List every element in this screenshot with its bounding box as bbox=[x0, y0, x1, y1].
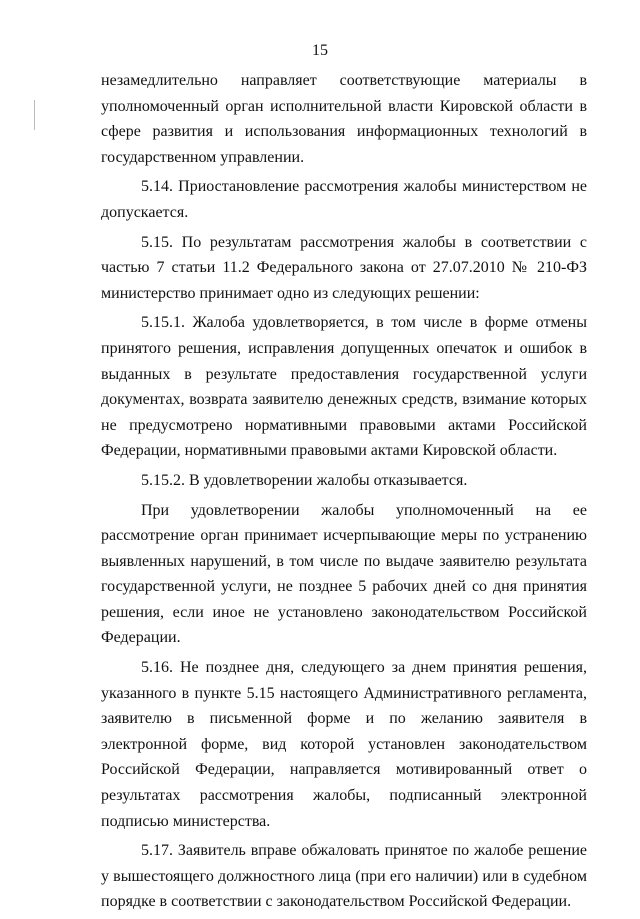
page-number: 15 bbox=[312, 42, 328, 59]
paragraph-5-14: 5.14. Приостановление рассмотрения жалобы министерством не допускается. bbox=[101, 178, 587, 221]
paragraph-5-16: 5.16. Не позднее дня, следующего за днем принятия решения, указанного в пункте 5.15 настоящего Административного регламента, заявителю в письменной форме и по желанию заявителя в электронной форме, вид которой установлен законодательством Российской Федерации, направляется мотивированный ответ о результатах рассмотрения жалобы, подписанный электронной подписью министерства. bbox=[101, 659, 587, 830]
paragraph-satisfaction-measures: При удовлетворении жалобы уполномоченный на ее рассмотрение орган принимает исчерпывающие меры по устранению выявленных нарушений, в том числе по выдаче заявителю результата государственной услуги, не позднее 5 рабочих дней со дня принятия решения, если иное не установлено законодательством Российской Федерации. bbox=[101, 501, 587, 647]
paragraph-5-15-2: 5.15.2. В удовлетворении жалобы отказывается. bbox=[141, 471, 468, 489]
paragraph-5-15-1: 5.15.1. Жалоба удовлетворяется, в том числе в форме отмены принятого решения, исправления допущенных опечаток и ошибок в выданных в результате предоставления государственной услуги документах, возврата заявителю денежных средств, взимание которых не предусмотрено нормативными правовыми актами Российской Федерации, нормативными правовыми актами Кировской области. bbox=[101, 314, 587, 460]
paragraph-continuation: незамедлительно направляет соответствующие материалы в уполномоченный орган исполнительной власти Кировской области в сфере развития и использования информационных технологий в государственном управлении. bbox=[101, 72, 587, 166]
paragraph-5-15: 5.15. По результатам рассмотрения жалобы в соответствии с частью 7 статьи 11.2 Федерального закона от 27.07.2010 № 210-ФЗ министерство принимает одно из следующих решении: bbox=[101, 233, 587, 302]
paragraph-5-17: 5.17. Заявитель вправе обжаловать принятое по жалобе решение у вышестоящего должностного лица (при его наличии) или в судебном порядке в соответствии с законодательством Российской Федерации. bbox=[101, 842, 587, 911]
document-body bbox=[101, 68, 587, 919]
margin-mark bbox=[34, 100, 35, 130]
